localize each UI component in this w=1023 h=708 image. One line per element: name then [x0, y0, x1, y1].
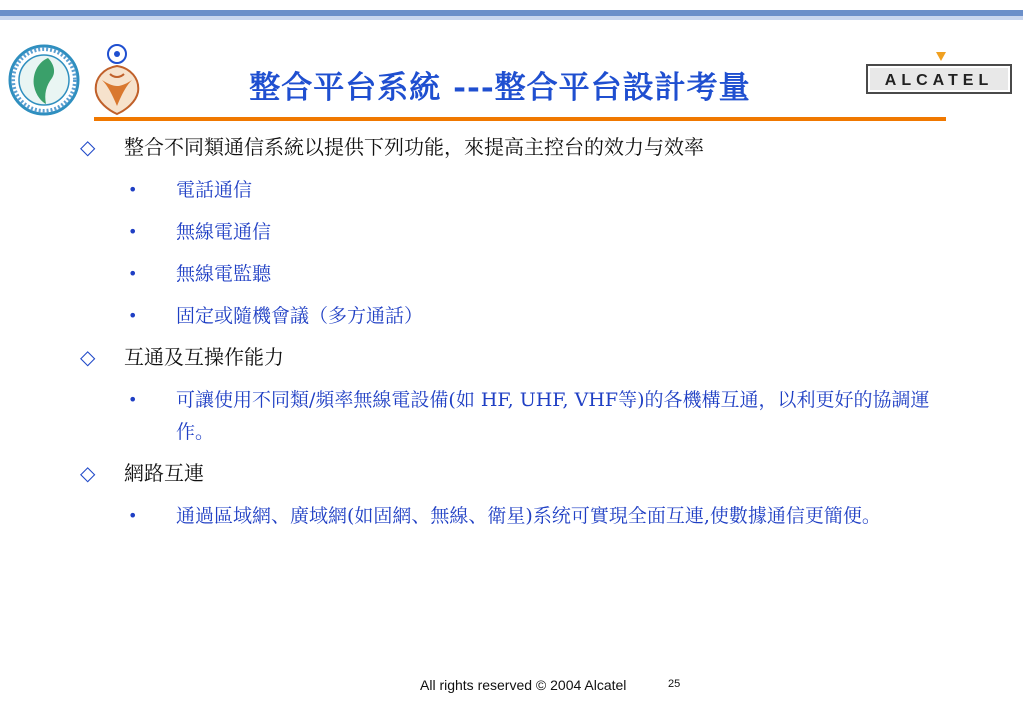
bullet-text: 通過區域網、廣域網(如固網、無線、衛星)系统可實現全面互連,使數據通信更簡便。	[176, 505, 881, 527]
top-accent-bar-light	[0, 16, 1023, 20]
dot-bullet-icon: •	[128, 180, 138, 199]
dot-bullet-icon: •	[128, 222, 138, 241]
bullet-text: 網路互連	[124, 461, 204, 485]
level2-bullet-item	[80, 216, 940, 248]
dot-bullet-icon: •	[128, 306, 138, 325]
diamond-bullet-icon: ◇	[80, 461, 96, 485]
dot-bullet-icon: •	[128, 506, 138, 525]
diamond-bullet-icon: ◇	[80, 345, 96, 369]
dot-bullet-icon: •	[128, 264, 138, 283]
footer-copyright: All rights reserved © 2004 Alcatel	[420, 677, 627, 693]
level2-bullet-item	[80, 300, 940, 332]
slide-title: 整合平台系統 ---整合平台設計考量	[249, 70, 751, 106]
page-number: 25	[668, 678, 681, 690]
level2-bullet-item	[80, 174, 940, 206]
bullet-text: 無線電通信	[176, 221, 272, 243]
bullet-text: 互通及互操作能力	[124, 345, 284, 369]
bullet-text: 固定或隨機會議（多方通話）	[176, 305, 424, 327]
level2-bullet-item	[80, 258, 940, 290]
level1-bullet-item	[80, 342, 940, 372]
alcatel-logo	[866, 52, 1012, 98]
bullet-text: 無線電監聽	[176, 263, 272, 285]
bullet-text: 整合不同類通信系統以提供下列功能，來提高主控台的效力与效率	[124, 135, 704, 159]
dot-bullet-icon: •	[128, 390, 138, 409]
diamond-bullet-icon: ◇	[80, 135, 96, 159]
level2-bullet-item	[80, 384, 940, 448]
level2-bullet-item	[80, 500, 940, 532]
alcatel-logo-text: ALCATEL	[884, 72, 994, 89]
title-underline	[94, 117, 946, 121]
bullet-list	[80, 132, 940, 542]
association-seal-logo	[8, 44, 80, 116]
level1-bullet-item	[80, 458, 940, 488]
bullet-text: 可讓使用不同類/頻率無線電設備(如 HF, UHF, VHF等)的各機構互通，以利更好的協調運作。	[176, 389, 930, 443]
phoenix-emblem-logo	[84, 40, 150, 118]
bullet-text: 電話通信	[176, 179, 253, 201]
level1-bullet-item	[80, 132, 940, 162]
